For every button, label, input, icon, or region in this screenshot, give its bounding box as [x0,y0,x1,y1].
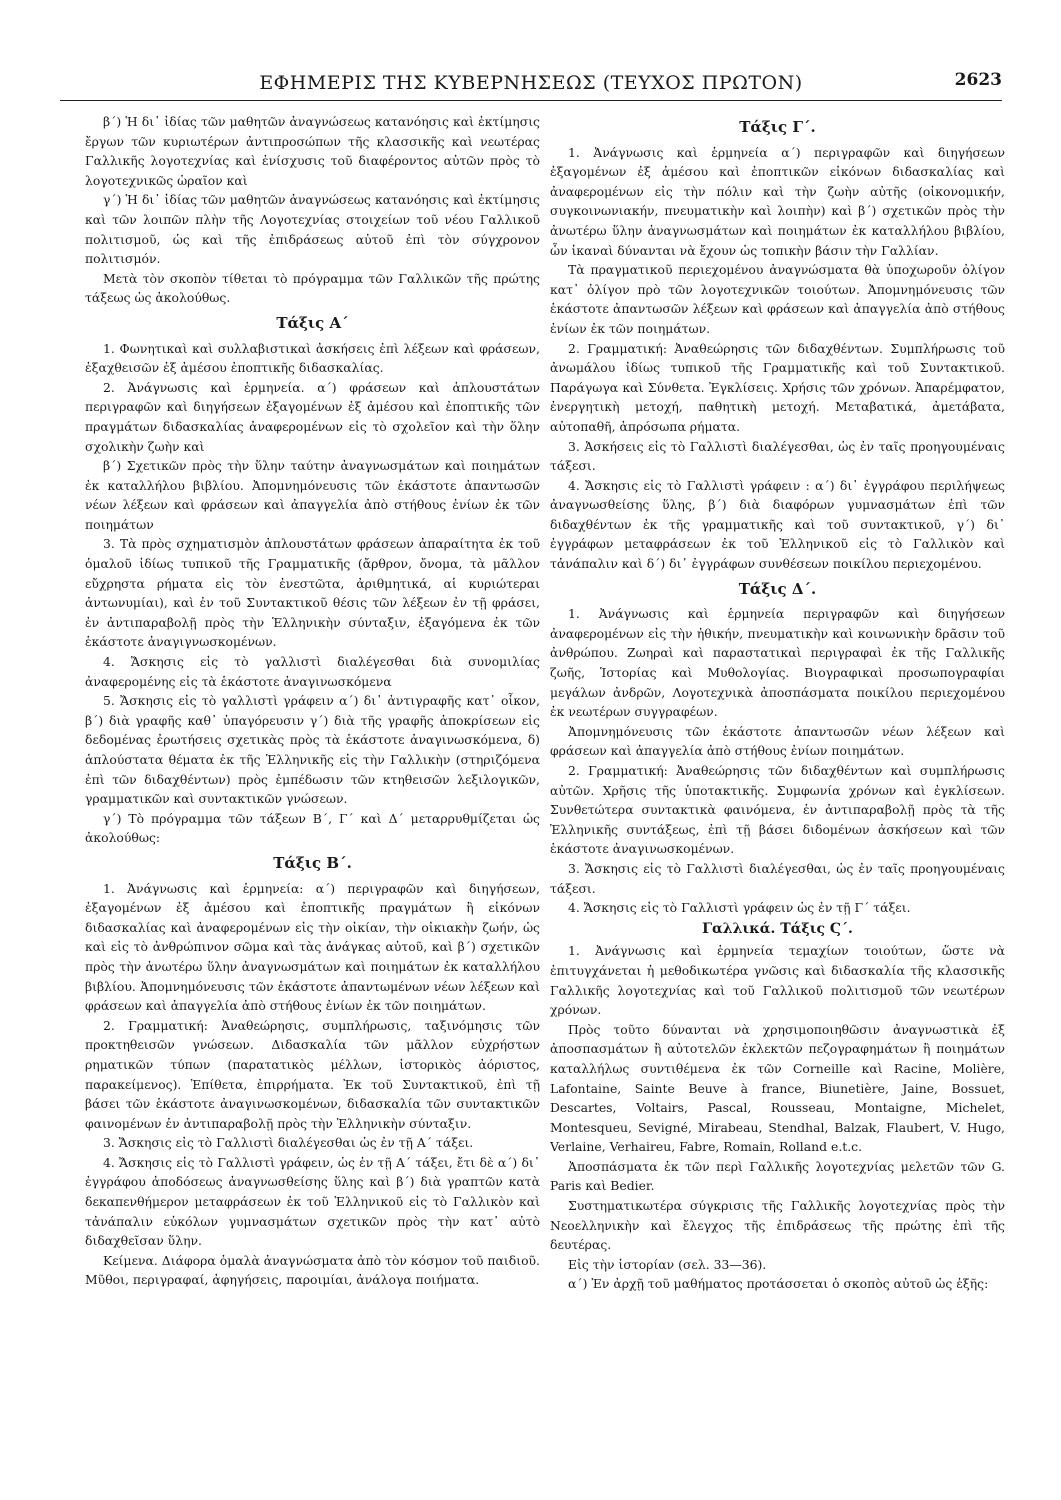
paragraph: 3. Ἄσκησις εἰς τὸ Γαλλιστὶ διαλέγεσθαι, ὡς ἐν ταῖς προηγουμέναις τάξεσι. [550,860,1005,896]
paragraph: 4. Ἄσκησις εἰς τὸ γαλλιστὶ διαλέγεσθαι διὰ συνομιλίας ἀναφερομένης εἰς τὰ ἑκάστοτε ἀναγινωσκόμενα [85,654,540,689]
paragraph: Ἀπομνημόνευσις τῶν ἑκάστοτε ἀπαντωσῶν νέων λέξεων καὶ φράσεων καὶ ἀπαγγελία ἀπὸ στήθους ἐνίων ποιημάτων. [550,723,1005,759]
paragraph: 1. Ἀνάγνωσις καὶ ἑρμηνεία περιγραφῶν καὶ διηγήσεων ἀναφερομένων εἰς τὴν ἠθικήν, πνευματικὴν καὶ κοινωνικὴν δρᾶσιν τοῦ ἀνθρώπου. Ζωηραὶ καὶ παραστατικαὶ περιγραφαὶ ἐκ τῆς Γαλλικῆς ζωῆς, Ἱστορίας καὶ Μυθολογίας. Βιογραφικαὶ προσωπογραφίαι μεγάλων ἀνδρῶν, Λογοτεχνικὰ ἀποσπάσματα ποικίλου περιεχομένου ἐκ νεωτέρων συγγραφέων. [550,606,1005,720]
paragraph: 4. Ἄσκησις εἰς τὸ Γαλλιστὶ γράφειν ὡς ἐν τῇ Γ΄ τάξει. [568,900,911,916]
paragraph: 3. Ἄσκησις εἰς τὸ Γαλλιστὶ διαλέγεσθαι ὡς ἐν τῇ Α΄ τάξει. [103,1135,474,1151]
section-heading-class-b: Τάξις Β΄. [273,853,352,872]
paragraph: 1. Φωνητικαὶ καὶ συλλαβιστικαὶ ἀσκήσεις ἐπὶ λέξεων καὶ φράσεων, ἐξαχθεισῶν ἐξ ἀμέσου ἐποπτικῆς διδασκαλίας. [85,340,540,376]
paragraph: β΄) Σχετικῶν πρὸς τὴν ὕλην ταύτην ἀναγνωσμάτων καὶ ποιημάτων ἐκ καταλλήλου βιβλίου. Ἀπομνημόνευσις τῶν ἑκάστοτε ἀπαντωσῶν νέων λέξεων καὶ φράσεων καὶ ἀπαγγελία ἀπὸ στήθους ἐνίων ἐκ τῶν ποιημάτων [85,458,540,532]
paragraph: Ἀποσπάσματα ἐκ τῶν περὶ Γαλλικῆς λογοτεχνίας μελετῶν τῶν G. Paris καὶ Bedier. [550,1158,1005,1194]
paragraph: α΄) Ἐν ἀρχῇ τοῦ μαθήματος προτάσσεται ὁ σκοπὸς αὐτοῦ ὡς ἑξῆς: [568,1276,989,1292]
header-title: ΕΦΗΜΕΡΙΣ ΤΗΣ ΚΥΒΕΡΝΗΣΕΩΣ (ΤΕΥΧΟΣ ΠΡΩΤΟΝ) [259,72,803,94]
paragraph: Κείμενα. Διάφορα ὁμαλὰ ἀναγνώσματα ἀπὸ τὸν κόσμον τοῦ παιδιοῦ. Μῦθοι, περιγραφαί, ἀφηγήσεις, παροιμίαι, ἀνάλογα ποιήματα. [85,1252,540,1288]
paragraph: 2. Ἀνάγνωσις καὶ ἑρμηνεία. α΄) φράσεων καὶ ἁπλουστάτων περιγραφῶν καὶ διηγήσεων ἐξαγομένων ἐξ ἀμέσου καὶ ἐποπτικῆς τῶν πραγμάτων διδασκαλίας ἀναφερομένων εἰς τὸ σχολεῖον καὶ τὴν ὅλην σχολικὴν ζωὴν καὶ [85,379,540,454]
paragraph: 4. Ἄσκησις εἰς τὸ Γαλλιστὶ γράφειν, ὡς ἐν τῇ Α΄ τάξει, ἔτι δὲ α΄) δι᾿ ἐγγράφου ἀποδόσεως ἀναγνωσθείσης ὕλης καὶ β΄) διὰ γραπτῶν κατὰ δεκαπενθήμερον μεταφράσεων ἐκ τοῦ Ἑλληνικοῦ εἰς τὸ Γαλλικὸν καὶ τἀνάπαλιν εὐκόλων γυμνασμάτων σχετικῶν πρὸς τὴν κατ᾿ αὐτὸ διδαχθεῖσαν ὕλην. [85,1154,540,1249]
paragraph: 3. Τὰ πρὸς σχηματισμὸν ἁπλουστάτων φράσεων ἀπαραίτητα ἐκ τοῦ ὁμαλοῦ ἰδίως τυπικοῦ τῆς Γραμματικῆς (ἄρθρον, ὄνομα, τὰ μᾶλλον εὔχρηστα ρήματα εἰς τὸν ἐνεστῶτα, ἀριθμητικά, αἱ κυριώτεραι ἀντωνυμίαι), καὶ ἐν τοῦ Συντακτικοῦ θέσις τῶν λέξεων ἐν τῇ φράσει, ἐν ἀντιπαραβολῇ πρὸς τὴν Ἑλληνικὴν σύνταξιν, ἐξαγόμενα ἐκ τῶν ἑκάστοτε ἀναγιγνωσκομένων. [85,536,540,650]
section-heading-french-class-6: Γαλλικά. Τάξις Ϛ΄. [702,920,853,937]
paragraph: γ΄) Ἡ δι᾿ ἰδίας τῶν μαθητῶν ἀναγνώσεως κατανόησις καὶ ἐκτίμησις καὶ τῶν λοιπῶν πλὴν τῆς Λογοτεχνίας στοιχείων τοῦ νέου Γαλλικοῦ πολιτισμοῦ, ὡς καὶ τῆς ἐπιδράσεως αὐτοῦ ἐπὶ τὸν σύγχρονον πολιτισμόν. [85,192,540,267]
paragraph: 1. Ἀνάγνωσις καὶ ἑρμηνεία: α΄) περιγραφῶν καὶ διηγήσεων, ἐξαγομένων ἐξ ἀμέσου καὶ ἐποπτικῆς πραγμάτων ἢ εἰκόνων διδασκαλίας καὶ ἀναφερομένων εἰς τὴν οἰκίαν, τὴν οἰκιακὴν ζωήν, ὡς καὶ εἰς τὸ ἀνθρώπινον σῶμα καὶ τὰς ἀνάγκας αὐτοῦ, καὶ β΄) σχετικῶν πρὸς τὴν ἀνωτέρω ὕλην ἀναγνωσμάτων καὶ ποιημάτων ἐκ καταλλήλου βιβλίου. Ἀπομνημόνευσις τῶν ἑκάστοτε ἀπαντωμένων νέων λέξεων καὶ φράσεων καὶ ἀπαγγελία ἀπὸ στήθους ἐνίων ἐκ τῶν ποιημάτων. [85,880,540,1014]
left-column [85,112,540,1472]
paragraph: 2. Γραμματική: Ἀναθεώρησις τῶν διδαχθέντων καὶ συμπλήρωσις αὐτῶν. Χρῆσις τῆς ὑποτακτικῆς. Συμφωνία χρόνων καὶ ἐγκλίσεων. Συνθετώτερα συντακτικὰ φαινόμενα, ἐν ἀντιπαραβολῇ πρὸς τὰ τῆς Ἑλληνικῆς συντάξεως, ἐπὶ τῇ βάσει διδομένων ἀσκήσεων καὶ τῶν ἑκάστοτε ἀναγινωσκομένων. [550,763,1005,857]
right-column [550,112,1005,1472]
paragraph: Εἰς τὴν ἱστορίαν (σελ. 33—36). [568,1256,767,1272]
section-heading-class-a: Τάξις Α΄ [276,313,349,332]
paragraph: 2. Γραμματική: Ἀναθεώρησις τῶν διδαχθέντων. Συμπλήρωσις τοῦ ἀνωμάλου ἰδίως τυπικοῦ τῆς Γραμματικῆς καὶ τοῦ Συντακτικοῦ. Παράγωγα καὶ Σύνθετα. Ἐγκλίσεις. Χρήσις τῶν χρόνων. Ἀπαρέμφατον, ἐνεργητικὴ μετοχή, παθητικὴ μετοχή. Μεταβατικά, ἀμετάβατα, αὐτοπαθῆ, ἀπρόσωπα ρήματα. [550,340,1005,434]
paragraph: 2. Γραμματική: Ἀναθεώρησις, συμπλήρωσις, ταξινόμησις τῶν προκτηθεισῶν γνώσεων. Διδασκαλία τῶν μᾶλλον εὐχρήστων ρηματικῶν τύπων (παρατατικὸς μέλλων, ἱστορικὸς ἀόριστος, παρακείμενος). Ἐπίθετα, ἐπιρρήματα. Ἐκ τοῦ Συντακτικοῦ, ἐπὶ τῇ βάσει τῶν ἑκάστοτε ἀναγινωσκομένων, διδασκαλία τῶν συντακτικῶν φαινομένων ἐν ἀντιπαραβολῇ πρὸς τὴν Ἑλληνικὴν σύνταξιν. [85,1017,540,1131]
paragraph: 4. Ἄσκησις εἰς τὸ Γαλλιστὶ γράφειν : α΄) δι᾿ ἐγγράφου περιλήψεως ἀναγνωσθείσης ὕλης, β΄) διὰ διαφόρων γυμνασμάτων ἐπὶ τῶν διδαχθέντων ἐκ τῆς γραμματικῆς καὶ τοῦ συντακτικοῦ, γ΄) δι᾿ ἐγγράφων μεταφράσεων ἐκ τοῦ Ἑλληνικοῦ εἰς τὸ Γαλλικὸν καὶ τἀνάπαλιν καὶ δ΄) δι᾿ ἐγγράφων συνθέσεων ποικίλου περιεχομένου. [550,477,1005,572]
page-header [60,70,1002,101]
page-number: 2623 [954,70,1002,90]
paragraph: γ΄) Τὸ πρόγραμμα τῶν τάξεων Β΄, Γ΄ καὶ Δ΄ μεταρρυθμίζεται ὡς ἀκολούθως: [85,810,540,846]
paragraph: Μετὰ τὸν σκοπὸν τίθεται τὸ πρόγραμμα τῶν Γαλλικῶν τῆς πρώτης τάξεως ὡς ἀκολούθως. [85,270,540,306]
section-heading-class-d: Τάξις Δ΄. [738,579,817,598]
paragraph: Τὰ πραγματικοῦ περιεχομένου ἀναγνώσματα θὰ ὑποχωροῦν ὀλίγον κατ᾿ ὀλίγον πρὸ τῶν λογοτεχνικῶν τοιούτων. Ἀπομνημόνευσις τῶν ἑκάστοτε ἀπαντωσῶν λέξεων καὶ φράσεων καὶ ἀπαγγελία ἀπὸ στήθους ἐνίων ἐκ τῶν ποιημάτων. [550,262,1005,336]
section-heading-class-c: Τάξις Γ΄. [739,118,816,136]
paragraph: 5. Ἄσκησις εἰς τὸ γαλλιστὶ γράφειν α΄) δι᾿ ἀντιγραφῆς κατ᾿ οἶκον, β΄) διὰ γραφῆς καθ᾿ ὑπαγόρευσιν γ΄) διὰ τῆς γραφῆς ἀποκρίσεων εἰς δεδομένας ἐρωτήσεις σχετικὰς πρὸς τὰ ἑκάστοτε ἀναγινωσκόμενα, δ) ἁπλούστατα θέματα ἐκ τῆς Ἑλληνικῆς εἰς τὴν Γαλλικὴν (στηριζόμενα ἐπὶ τῶν διδαχθέντων) πρὸς ἐμπέδωσιν τῶν κτηθεισῶν λεξιλογικῶν, γραμματικῶν καὶ συντακτικῶν γνώσεων. [85,693,540,807]
paragraph: Πρὸς τοῦτο δύνανται νὰ χρησιμοποιηθῶσιν ἀναγνωστικὰ ἐξ ἀποσπασμάτων ἢ αὐτοτελῶν ἐκλεκτῶν πεζογραφημάτων ἢ ποιημάτων καταλλήλως συντιθέμενα ἐκ τῶν Corneille καὶ Racine, Molière, Lafontaine, Sainte Beuve à france, Biunetière, Jaine, Bossuet, Descartes, Voltairs, Pascal, Rousseau, Montaigne, Michelet, Montesqueu, Sevigné, Mirabeau, Stendhal, Balzak, Flaubert, V. Hugo, Verlaine, Verhaireu, Fabre, Romain, Rolland e.t.c. [550,1021,1005,1155]
paragraph: 3. Ἀσκήσεις εἰς τὸ Γαλλιστὶ διαλέγεσθαι, ὡς ἐν ταῖς προηγουμέναις τάξεσι. [550,438,1005,474]
paragraph: 1. Ἀνάγνωσις καὶ ἑρμηνεία α΄) περιγραφῶν καὶ διηγήσεων ἐξαγομένων ἐξ ἀμέσου καὶ ἐποπτικῶν εἰκόνων διδασκαλίας καὶ ἀναφερομένων εἰς τὴν πόλιν καὶ τὴν ζωὴν αὐτῆς (οἰκονομικήν, συγκοινωνιακήν, πνευματικὴν καὶ λοιπὴν) καὶ β΄) σχετικῶν πρὸς τὴν ἀνωτέρω ὕλην ἀναγνωσμάτων καὶ ποιημάτων ἐκ καταλλήλου βιβλίου, ὧν ἱκαναὶ δύνανται νὰ ἔχουν ὡς τοπικὴν βάσιν τὴν Γαλλίαν. [550,144,1005,258]
paragraph: 1. Ἀνάγνωσις καὶ ἑρμηνεία τεμαχίων τοιούτων, ὥστε νὰ ἐπιτυγχάνεται ἡ μεθοδικωτέρα γνῶσις καὶ διδασκαλία τῆς κλασσικῆς Γαλλικῆς λογοτεχνίας καὶ τοῦ Γαλλικοῦ πολιτισμοῦ τῶν νεωτέρων χρόνων. [550,943,1005,1018]
paragraph: β΄) Ἡ δι᾿ ἰδίας τῶν μαθητῶν ἀναγνώσεως κατανόησις καὶ ἐκτίμησις ἔργων τῶν κυριωτέρων ἀντιπροσώπων τῆς κλασσικῆς καὶ νεωτέρας Γαλλικῆς λογοτεχνίας καὶ ἐνίσχυσις τοῦ διαφέροντος αὐτῶν πρὸς τὸ λογοτεχνικῶς ὡραῖον καὶ [85,114,540,188]
paragraph: Συστηματικωτέρα σύγκρισις τῆς Γαλλικῆς λογοτεχνίας πρὸς τὴν Νεοελληνικὴν καὶ ἔλεγχος τῆς ἐπιδράσεως τῆς πρώτης ἐπὶ τῆς δευτέρας. [550,1198,1005,1253]
